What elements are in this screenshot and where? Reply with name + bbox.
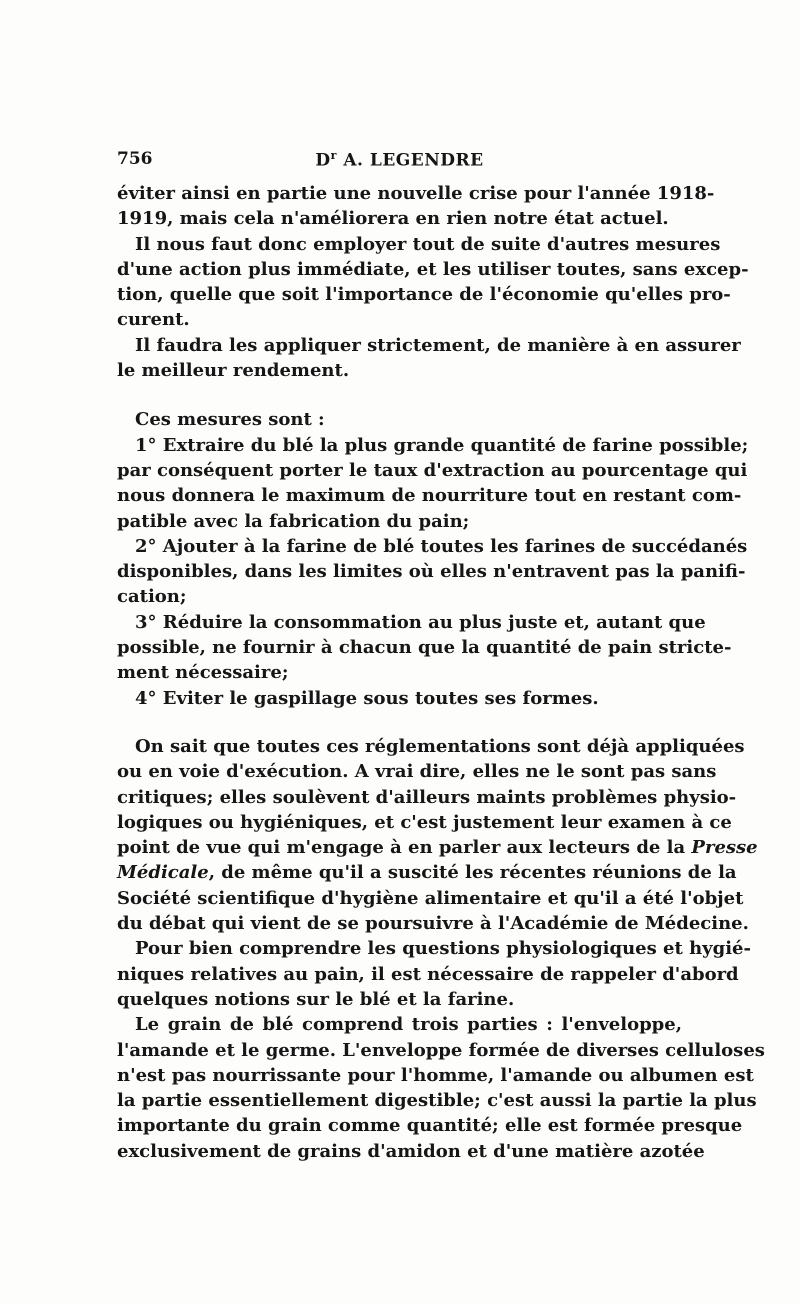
text-line: patible avec la fabrication du pain; [117,510,470,532]
text-line: Le grain de blé comprend trois parties : l'enveloppe, [135,1014,682,1036]
line-text: , de même qu'il a suscité les récentes réunions de la [208,862,737,884]
paragraph [117,734,758,936]
text-line: éviter ainsi en partie une nouvelle crise pour l'année 1918- [117,183,715,204]
text-line: On sait que toutes ces réglementations sont déjà appliquées [135,735,745,757]
text-line: Pour bien comprendre les questions physiologiques et hygié- [135,938,751,960]
text-line: du débat qui vient de se poursuivre à l'Académie de Médecine. [117,913,749,935]
text-line: 2° Ajouter à la farine de blé toutes les farines de succédanés [135,535,748,557]
list-item [117,610,732,686]
body-text [117,181,765,1164]
running-title [117,149,682,171]
text-line: curent. [117,309,190,331]
paragraph [117,1012,765,1164]
text-line: quelques notions sur le blé et la farine. [117,988,515,1010]
text-line: Il nous faut donc employer tout de suite d'autres mesures [135,233,721,255]
text-line: exclusivement de grains d'amidon et d'une matière azotée [117,1140,705,1162]
author-name: A. LEGENDRE [336,150,484,171]
paragraph [117,407,682,432]
text-line: par conséquent porter le taux d'extraction au pourcentage qui [117,459,748,481]
text-line: nous donnera le maximum de nourriture tout en restant com- [117,485,742,507]
text-line: 1919, mais cela n'améliorera en rien notre état actuel. [117,208,669,230]
text-line: tion, quelle que soit l'importance de l'économie qu'elles pro- [117,284,731,306]
text-line: n'est pas nourrissante pour l'homme, l'amande ou albumen est [117,1064,754,1086]
text-line [117,860,737,885]
paragraph [117,181,715,232]
text-line: Ces mesures sont : [135,409,325,431]
text-line: niques relatives au pain, il est nécessaire de rappeler d'abord [117,963,739,985]
text-line: importante du grain comme quantité; elle est formée presque [117,1115,743,1137]
section-gap [117,711,682,734]
text-line: 4° Eviter le gaspillage sous toutes ses formes. [135,687,599,709]
text-line: disponibles, dans les limites où elles n'entravent pas la panifi- [117,561,746,583]
line-text: point de vue qui m'engage à en parler aux lecteurs de la [117,837,692,859]
list-item [117,686,682,711]
paragraph [117,232,749,333]
text-line: 1° Extraire du blé la plus grande quantité de farine possible; [135,434,749,456]
text-line: le meilleur rendement. [117,360,350,382]
text-line: ment nécessaire; [117,662,289,684]
list-item [117,534,748,610]
list-item [117,433,749,534]
text-line: critiques; elles soulèvent d'ailleurs maints problèmes physio- [117,786,737,808]
text-line: logiques ou hygiéniques, et c'est justement leur examen à ce [117,811,732,833]
author-prefix: D [315,150,331,171]
section-gap [117,383,682,407]
text-line: d'une action plus immédiate, et les utiliser toutes, sans excep- [117,258,749,280]
text-line: ou en voie d'exécution. A vrai dire, elles ne le sont pas sans [117,761,717,783]
journal-title-part: Médicale [117,862,209,884]
paragraph [117,333,741,384]
text-line: l'amande et le germe. L'enveloppe formée de diverses celluloses [117,1039,765,1061]
text-line: cation; [117,586,187,608]
paragraph [117,936,751,1012]
text-line: la partie essentiellement digestible; c'est aussi la partie la plus [117,1090,757,1112]
author-sup: r [330,149,337,162]
text-line [117,835,758,860]
text-line: possible, ne fournir à chacun que la quantité de pain stricte- [117,637,732,659]
page-number: 756 [117,149,153,169]
journal-title-part: Presse [691,837,758,859]
text-line: 3° Réduire la consommation au plus juste et, autant que [135,611,706,633]
text-line: Il faudra les appliquer strictement, de manière à en assurer [135,334,741,356]
text-line: Société scientifique d'hygiène alimentaire et qu'il a été l'objet [117,887,744,909]
running-header [117,149,682,173]
